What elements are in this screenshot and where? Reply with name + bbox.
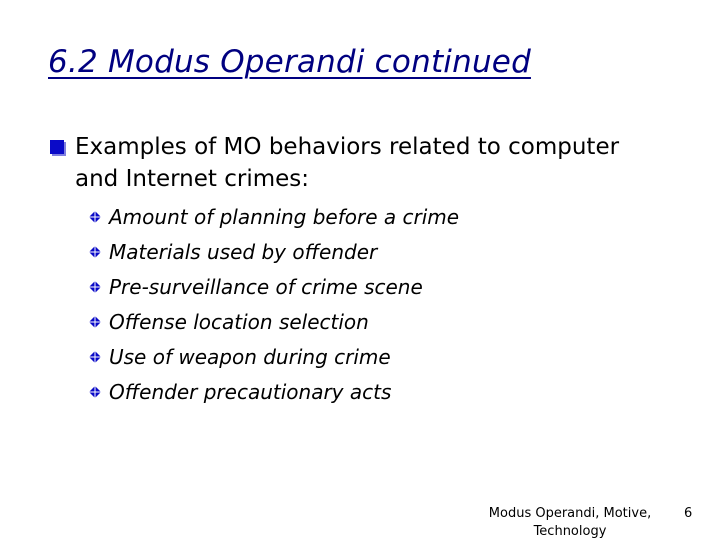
diamond-bullet-icon (88, 210, 102, 224)
sub-bullet-text: Use of weapon during crime (109, 345, 391, 369)
list-item (88, 236, 459, 271)
list-item (88, 306, 459, 341)
square-bullet-icon (50, 140, 64, 154)
list-item (88, 376, 459, 411)
sub-bullet-text: Offense location selection (109, 310, 369, 334)
sub-bullet-list (88, 201, 459, 411)
diamond-bullet-icon (88, 280, 102, 294)
diamond-bullet-icon (88, 350, 102, 364)
main-bullet-text: Examples of MO behaviors related to computer and Internet crimes: (75, 134, 620, 192)
footer-label: Modus Operandi, Motive, Technology (488, 506, 652, 539)
sub-bullet-text: Materials used by offender (109, 240, 378, 264)
main-bullet (50, 131, 650, 195)
sub-bullet-text: Offender precautionary acts (109, 380, 392, 404)
diamond-bullet-icon (88, 385, 102, 399)
diamond-bullet-icon (88, 315, 102, 329)
page-number: 6 (684, 506, 693, 521)
list-item (88, 341, 459, 376)
sub-bullet-text: Amount of planning before a crime (109, 205, 460, 229)
list-item (88, 271, 459, 306)
diamond-bullet-icon (88, 245, 102, 259)
slide-title: 6.2 Modus Operandi continued (48, 44, 531, 80)
sub-bullet-text: Pre-surveillance of crime scene (109, 275, 423, 299)
list-item (88, 201, 459, 236)
